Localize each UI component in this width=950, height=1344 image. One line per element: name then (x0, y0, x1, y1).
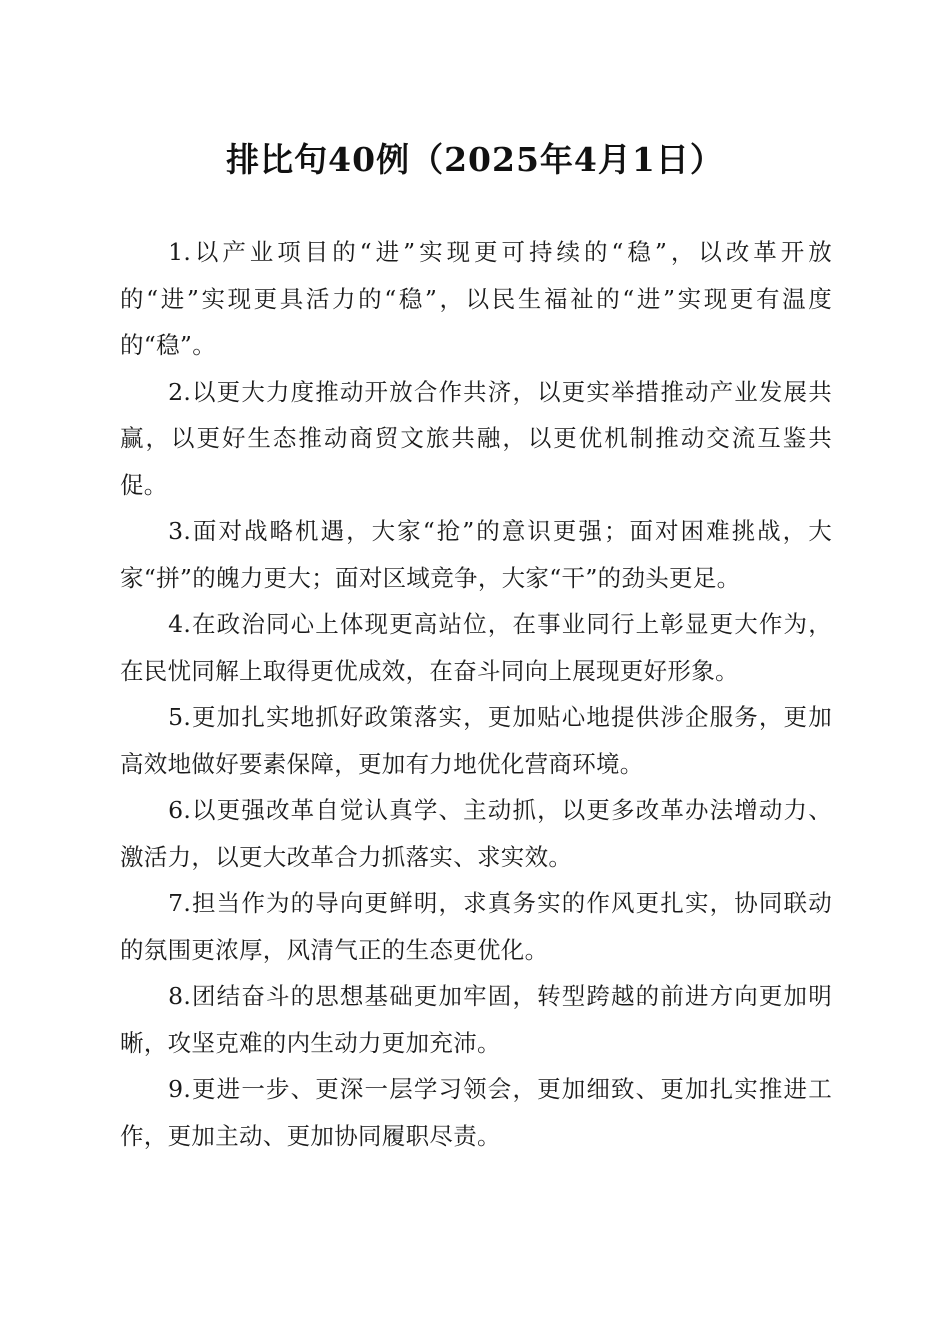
document-body (120, 229, 832, 1159)
paragraph-item-5: 5.更加扎实地抓好政策落实，更加贴心地提供涉企服务，更加高效地做好要素保障，更加有力地优化营商环境。 (120, 703, 832, 778)
paragraph-item-7: 7.担当作为的导向更鲜明，求真务实的作风更扎实，协同联动的氛围更浓厚，风清气正的生态更优化。 (120, 889, 832, 964)
paragraph-item-8: 8.团结奋斗的思想基础更加牢固，转型跨越的前进方向更加明晰，攻坚克难的内生动力更加充沛。 (120, 982, 832, 1057)
paragraph-item-4: 4.在政治同心上体现更高站位，在事业同行上彰显更大作为，在民忧同解上取得更优成效，在奋斗同向上展现更好形象。 (120, 610, 832, 685)
paragraph-item-6: 6.以更强改革自觉认真学、主动抓，以更多改革办法增动力、激活力，以更大改革合力抓落实、求实效。 (120, 796, 832, 871)
paragraph-item-3: 3.面对战略机遇，大家“抢”的意识更强；面对困难挑战，大家“拼”的魄力更大；面对区域竞争，大家“干”的劲头更足。 (120, 517, 832, 592)
paragraph-item-1: 1.以产业项目的“进”实现更可持续的“稳”，以改革开放的“进”实现更具活力的“稳”，以民生福祉的“进”实现更有温度的“稳”。 (120, 238, 832, 359)
paragraph-item-2: 2.以更大力度推动开放合作共济，以更实举措推动产业发展共赢，以更好生态推动商贸文旅共融，以更优机制推动交流互鉴共促。 (120, 377, 832, 499)
document-title: 排比句40例（2025年4月1日） (226, 140, 724, 179)
paragraph-item-9: 9.更进一步、更深一层学习领会，更加细致、更加扎实推进工作，更加主动、更加协同履职尽责。 (120, 1075, 832, 1150)
